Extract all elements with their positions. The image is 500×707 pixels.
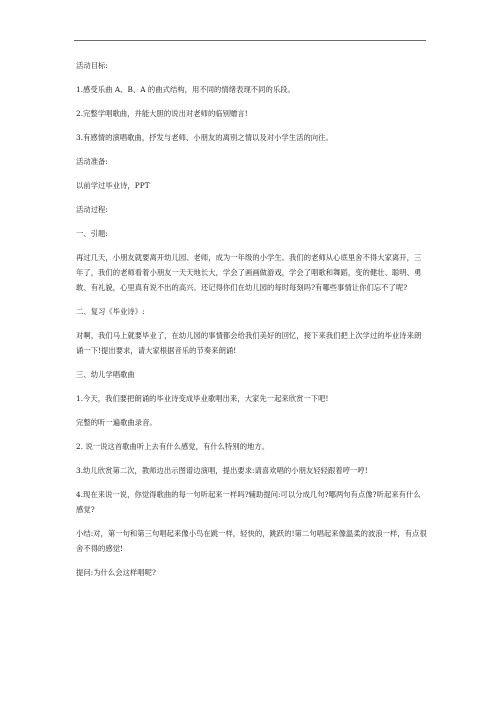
intro-paragraph: 再过几天，小朋友就要离开幼儿园、老师，成为一年级的小学生。我们的老师从心底里舍不得大家离开，三年了，我们的老师看着小朋友一天天地长大，学会了画画做游戏，学会了唱歌和舞蹈，变的健壮、聪明、勇敢、有礼貌，心里真有说不出的高兴。还记得你们在幼儿园的每时每刻吗?有哪些事情让你们忘不了呢?	[76, 253, 422, 292]
step-item: 3.幼儿欣赏第二次，教师边出示图谱边演唱，提出要求:请喜欢唱的小朋友轻轻跟着哼一哼!	[76, 466, 368, 475]
section-heading-preparation: 活动准备:	[76, 157, 108, 166]
step-item: 4.现在来说一说，你觉得歌曲的每一句听起来一样吗?辅助提问:可以分成几句?哪两句有点像?听起来有什么感觉?	[76, 490, 421, 514]
step-item: 2. 说一说这首歌曲听上去有什么感觉，有什么特别的地方。	[76, 442, 270, 451]
question-paragraph: 提问:为什么会这样唱呢?	[76, 568, 156, 577]
subheading-review: 二、复习《毕业诗》:	[76, 307, 145, 316]
goal-item: 3.有感情的演唱歌曲，抒发与老师、小朋友的离别之情以及对小学生活的向往。	[76, 133, 333, 142]
document-body	[76, 58, 428, 589]
summary-paragraph: 小结:对，第一句和第三句唱起来像小鸟在跳一样，轻快的，跳跃的!第二句唱起来像温柔的波浪一样，有点很舍不得的感觉!	[76, 529, 427, 553]
step-item: 完整的听一遍歌曲录音。	[76, 418, 157, 427]
section-heading-goals: 活动目标:	[76, 61, 108, 70]
goal-item: 1.感受乐曲 A、B、A 的曲式结构，用不同的情绪表现不同的乐段。	[76, 85, 295, 94]
header-rule	[74, 40, 426, 41]
review-paragraph: 对啊，我们马上就要毕业了，在幼儿园的事情都会给我们美好的回忆，接下来我们把上次学过的毕业诗来朗诵一下!提出要求，请大家根据音乐的节奏来朗诵!	[76, 331, 422, 355]
subheading-intro: 一、引题:	[76, 229, 108, 238]
preparation-text: 以前学过毕业诗，PPT	[76, 181, 150, 190]
step-item: 1.今天，我们要把朗诵的毕业诗变成毕业歌唱出来，大家先一起来欣赏一下吧!	[76, 394, 329, 403]
section-heading-process: 活动过程:	[76, 205, 108, 214]
subheading-learn-song: 三、幼儿学唱歌曲	[76, 370, 135, 379]
goal-item: 2.完整学唱歌曲，并能大胆的说出对老师的临别赠言!	[76, 109, 248, 118]
